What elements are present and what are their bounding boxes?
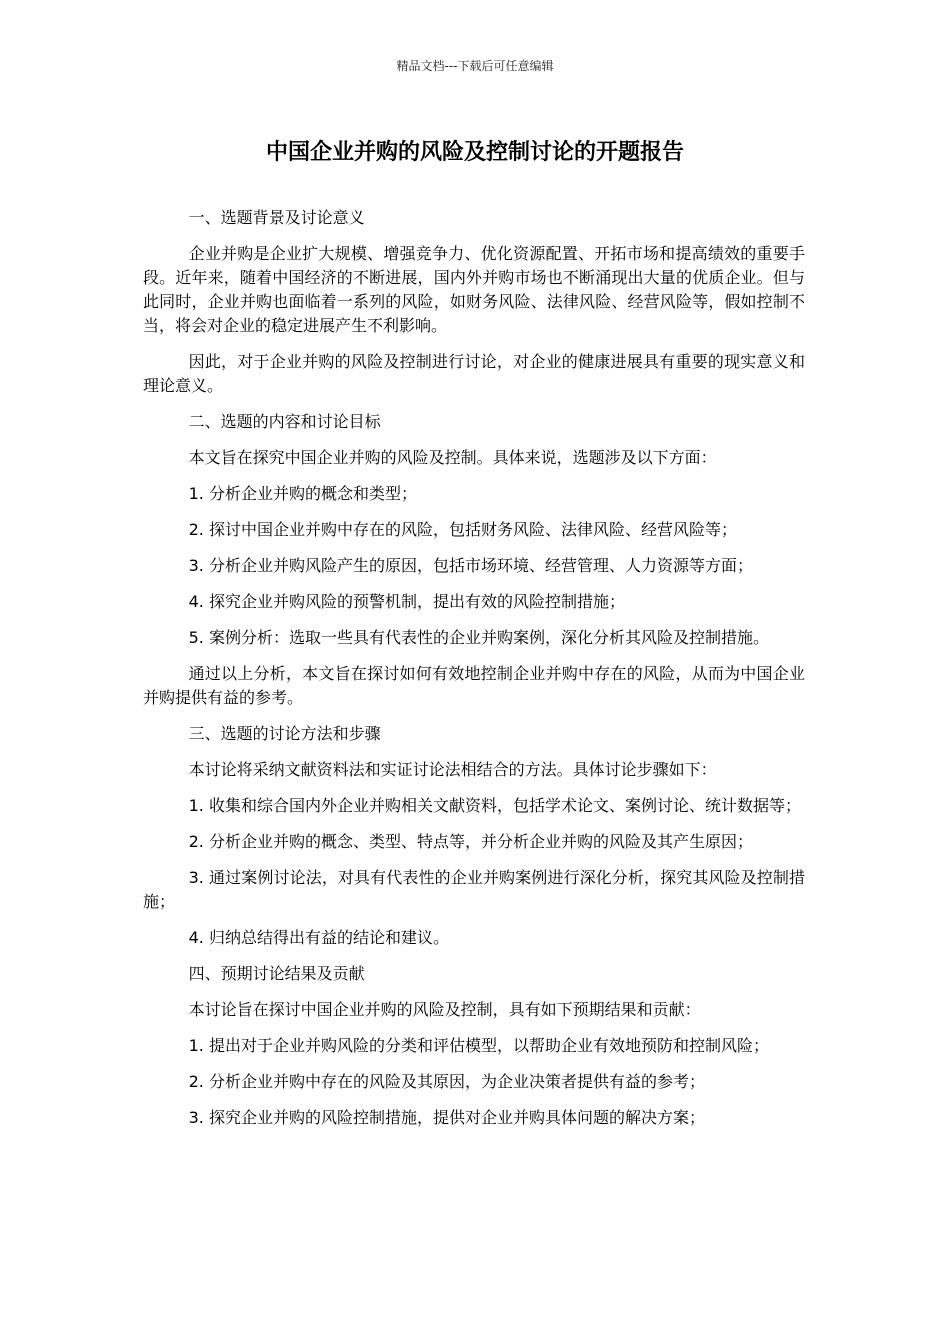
list-item: 5. 案例分析：选取一些具有代表性的企业并购案例，深化分析其风险及控制措施。: [188, 628, 769, 647]
list-item: 1. 分析企业并购的概念和类型；: [188, 484, 417, 503]
list-item: 4. 探究企业并购风险的预警机制，提出有效的风险控制措施；: [188, 592, 625, 611]
list-item: 3. 探究企业并购的风险控制措施，提供对企业并购具体问题的解决方案；: [188, 1108, 705, 1127]
document-body: [143, 206, 805, 1142]
section-heading: 三、选题的讨论方法和步骤: [188, 724, 381, 743]
paragraph: 本讨论旨在探讨中国企业并购的风险及控制，具有如下预期结果和贡献：: [188, 1000, 701, 1019]
document-title: 中国企业并购的风险及控制讨论的开题报告: [265, 140, 684, 165]
paragraph: 本文旨在探究中国企业并购的风险及控制。具体来说，选题涉及以下方面：: [188, 448, 717, 467]
list-item: 2. 分析企业并购的概念、类型、特点等，并分析企业并购的风险及其产生原因；: [188, 832, 753, 851]
list-item: 2. 探讨中国企业并购中存在的风险，包括财务风险、法律风险、经营风险等；: [188, 520, 737, 539]
list-item: 1. 收集和综合国内外企业并购相关文献资料，包括学术论文、案例讨论、统计数据等；: [188, 796, 801, 815]
list-item: 2. 分析企业并购中存在的风险及其原因，为企业决策者提供有益的参考；: [188, 1072, 705, 1091]
paragraph: 通过以上分析，本文旨在探讨如何有效地控制企业并购中存在的风险，从而为中国企业并购提供有益的参考。: [143, 664, 805, 707]
list-item: 4. 归纳总结得出有益的结论和建议。: [188, 928, 449, 947]
section-heading: 四、预期讨论结果及贡献: [188, 964, 365, 983]
section-heading: 二、选题的内容和讨论目标: [188, 412, 381, 431]
header-note: 精品文档---下载后可任意编辑: [396, 59, 554, 73]
paragraph: 本讨论将采纳文献资料法和实证讨论法相结合的方法。具体讨论步骤如下：: [188, 760, 717, 779]
paragraph: 企业并购是企业扩大规模、增强竞争力、优化资源配置、开拓市场和提高绩效的重要手段。近年来，随着中国经济的不断进展，国内外并购市场也不断涌现出大量的优质企业。但与此同时，企业并购也面临着一系列的风险，如财务风险、法律风险、经营风险等，假如控制不当，将会对企业的稳定进展产生不利影响。: [143, 244, 805, 335]
section-heading: 一、选题背景及讨论意义: [188, 208, 365, 227]
list-item: 1. 提出对于企业并购风险的分类和评估模型，以帮助企业有效地预防和控制风险；: [188, 1036, 769, 1055]
paragraph: 因此，对于企业并购的风险及控制进行讨论，对企业的健康进展具有重要的现实意义和理论意义。: [143, 352, 805, 395]
list-item: 3. 分析企业并购风险产生的原因，包括市场环境、经营管理、人力资源等方面；: [188, 556, 753, 575]
list-item: 3. 通过案例讨论法，对具有代表性的企业并购案例进行深化分析，探究其风险及控制措施；: [143, 868, 805, 911]
